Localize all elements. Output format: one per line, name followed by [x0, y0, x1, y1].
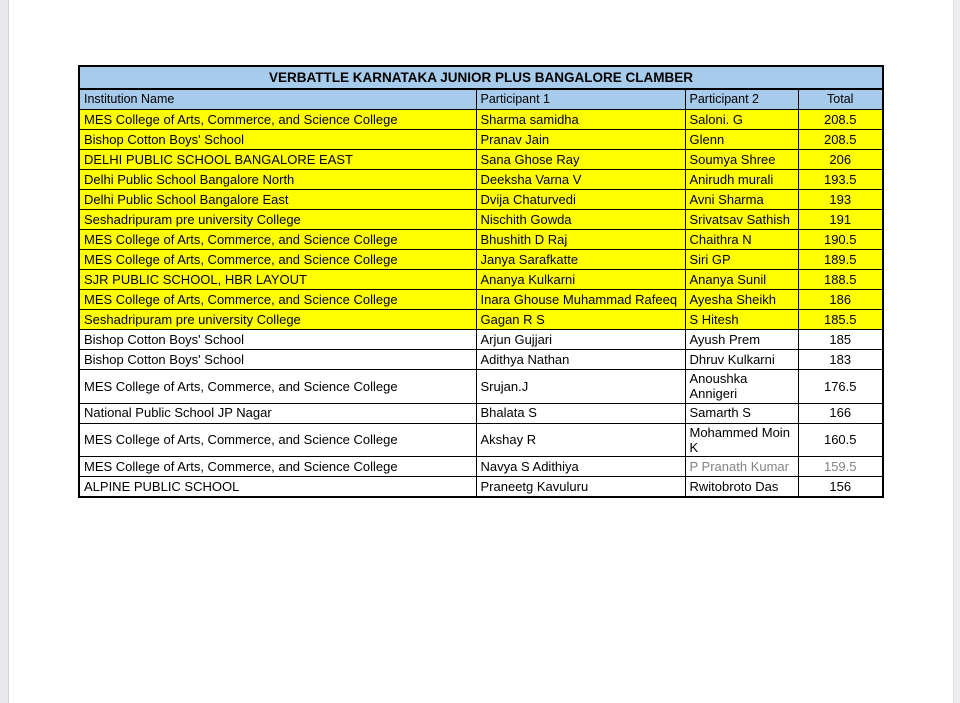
table-row [79, 170, 883, 190]
table-row [79, 130, 883, 150]
page-right-edge [953, 0, 960, 703]
cell-participant-2: Avni Sharma [685, 190, 798, 210]
cell-participant-2: Ananya Sunil [685, 270, 798, 290]
cell-participant-2: Srivatsav Sathish [685, 210, 798, 230]
table-row [79, 477, 883, 497]
cell-total: 183 [798, 350, 883, 370]
cell-participant-2: Glenn [685, 130, 798, 150]
cell-participant-1: Navya S Adithiya [476, 457, 685, 477]
cell-participant-1: Adithya Nathan [476, 350, 685, 370]
table-row [79, 110, 883, 130]
cell-institution: MES College of Arts, Commerce, and Science College [79, 290, 476, 310]
cell-participant-2: Dhruv Kulkarni [685, 350, 798, 370]
cell-total: 191 [798, 210, 883, 230]
page-left-edge [0, 0, 9, 703]
table-row [79, 150, 883, 170]
table-row [79, 270, 883, 290]
cell-institution: ALPINE PUBLIC SCHOOL [79, 477, 476, 497]
cell-participant-1: Akshay R [476, 423, 685, 457]
cell-participant-2: P Pranath Kumar [685, 457, 798, 477]
cell-total: 208.5 [798, 110, 883, 130]
table-row [79, 457, 883, 477]
table-row [79, 210, 883, 230]
cell-participant-2: Rwitobroto Das [685, 477, 798, 497]
cell-institution: Bishop Cotton Boys' School [79, 350, 476, 370]
cell-institution: Bishop Cotton Boys' School [79, 330, 476, 350]
cell-total: 185.5 [798, 310, 883, 330]
cell-participant-2: S Hitesh [685, 310, 798, 330]
cell-participant-1: Bhushith D Raj [476, 230, 685, 250]
cell-participant-1: Gagan R S [476, 310, 685, 330]
cell-total: 176.5 [798, 370, 883, 404]
cell-total: 206 [798, 150, 883, 170]
table-row [79, 330, 883, 350]
cell-participant-1: Deeksha Varna V [476, 170, 685, 190]
table-row [79, 423, 883, 457]
cell-institution: Seshadripuram pre university College [79, 310, 476, 330]
cell-participant-2: Siri GP [685, 250, 798, 270]
table-row [79, 230, 883, 250]
cell-institution: SJR PUBLIC SCHOOL, HBR LAYOUT [79, 270, 476, 290]
table-header-row [79, 89, 883, 110]
table-row [79, 370, 883, 404]
table-title-row [79, 66, 883, 89]
cell-participant-2: Ayesha Sheikh [685, 290, 798, 310]
cell-participant-1: Inara Ghouse Muhammad Rafeeq [476, 290, 685, 310]
cell-total: 193.5 [798, 170, 883, 190]
cell-participant-2: Saloni. G [685, 110, 798, 130]
cell-participant-1: Srujan.J [476, 370, 685, 404]
cell-participant-2: Chaithra N [685, 230, 798, 250]
cell-institution: Delhi Public School Bangalore East [79, 190, 476, 210]
cell-institution: MES College of Arts, Commerce, and Science College [79, 423, 476, 457]
cell-participant-2: Samarth S [685, 403, 798, 423]
cell-participant-1: Sana Ghose Ray [476, 150, 685, 170]
cell-total: 190.5 [798, 230, 883, 250]
table-row [79, 350, 883, 370]
cell-total: 193 [798, 190, 883, 210]
cell-total: 208.5 [798, 130, 883, 150]
cell-participant-2: Anoushka Annigeri [685, 370, 798, 404]
cell-institution: MES College of Arts, Commerce, and Science College [79, 370, 476, 404]
cell-participant-1: Dvija Chaturvedi [476, 190, 685, 210]
column-header-participant-2: Participant 2 [685, 89, 798, 110]
cell-institution: Bishop Cotton Boys' School [79, 130, 476, 150]
cell-participant-1: Janya Sarafkatte [476, 250, 685, 270]
cell-institution: National Public School JP Nagar [79, 403, 476, 423]
table-row [79, 250, 883, 270]
cell-total: 160.5 [798, 423, 883, 457]
cell-participant-1: Nischith Gowda [476, 210, 685, 230]
cell-participant-1: Praneetg Kavuluru [476, 477, 685, 497]
cell-total: 185 [798, 330, 883, 350]
cell-participant-1: Pranav Jain [476, 130, 685, 150]
cell-participant-1: Ananya Kulkarni [476, 270, 685, 290]
cell-institution: Seshadripuram pre university College [79, 210, 476, 230]
cell-institution: Delhi Public School Bangalore North [79, 170, 476, 190]
cell-institution: DELHI PUBLIC SCHOOL BANGALORE EAST [79, 150, 476, 170]
cell-institution: MES College of Arts, Commerce, and Science College [79, 457, 476, 477]
cell-total: 186 [798, 290, 883, 310]
column-header-institution: Institution Name [79, 89, 476, 110]
results-table [78, 65, 884, 498]
cell-institution: MES College of Arts, Commerce, and Science College [79, 110, 476, 130]
cell-total: 159.5 [798, 457, 883, 477]
cell-institution: MES College of Arts, Commerce, and Science College [79, 230, 476, 250]
table-row [79, 190, 883, 210]
table-title: VERBATTLE KARNATAKA JUNIOR PLUS BANGALORE CLAMBER [79, 66, 883, 89]
table-row [79, 290, 883, 310]
table-row [79, 403, 883, 423]
cell-total: 189.5 [798, 250, 883, 270]
cell-participant-1: Bhalata S [476, 403, 685, 423]
cell-participant-1: Sharma samidha [476, 110, 685, 130]
cell-participant-2: Ayush Prem [685, 330, 798, 350]
cell-participant-1: Arjun Gujjari [476, 330, 685, 350]
cell-total: 188.5 [798, 270, 883, 290]
cell-participant-2: Soumya Shree [685, 150, 798, 170]
table-row [79, 310, 883, 330]
cell-participant-2: Anirudh murali [685, 170, 798, 190]
cell-institution: MES College of Arts, Commerce, and Science College [79, 250, 476, 270]
cell-total: 166 [798, 403, 883, 423]
cell-total: 156 [798, 477, 883, 497]
column-header-total: Total [798, 89, 883, 110]
cell-participant-2: Mohammed Moin K [685, 423, 798, 457]
column-header-participant-1: Participant 1 [476, 89, 685, 110]
